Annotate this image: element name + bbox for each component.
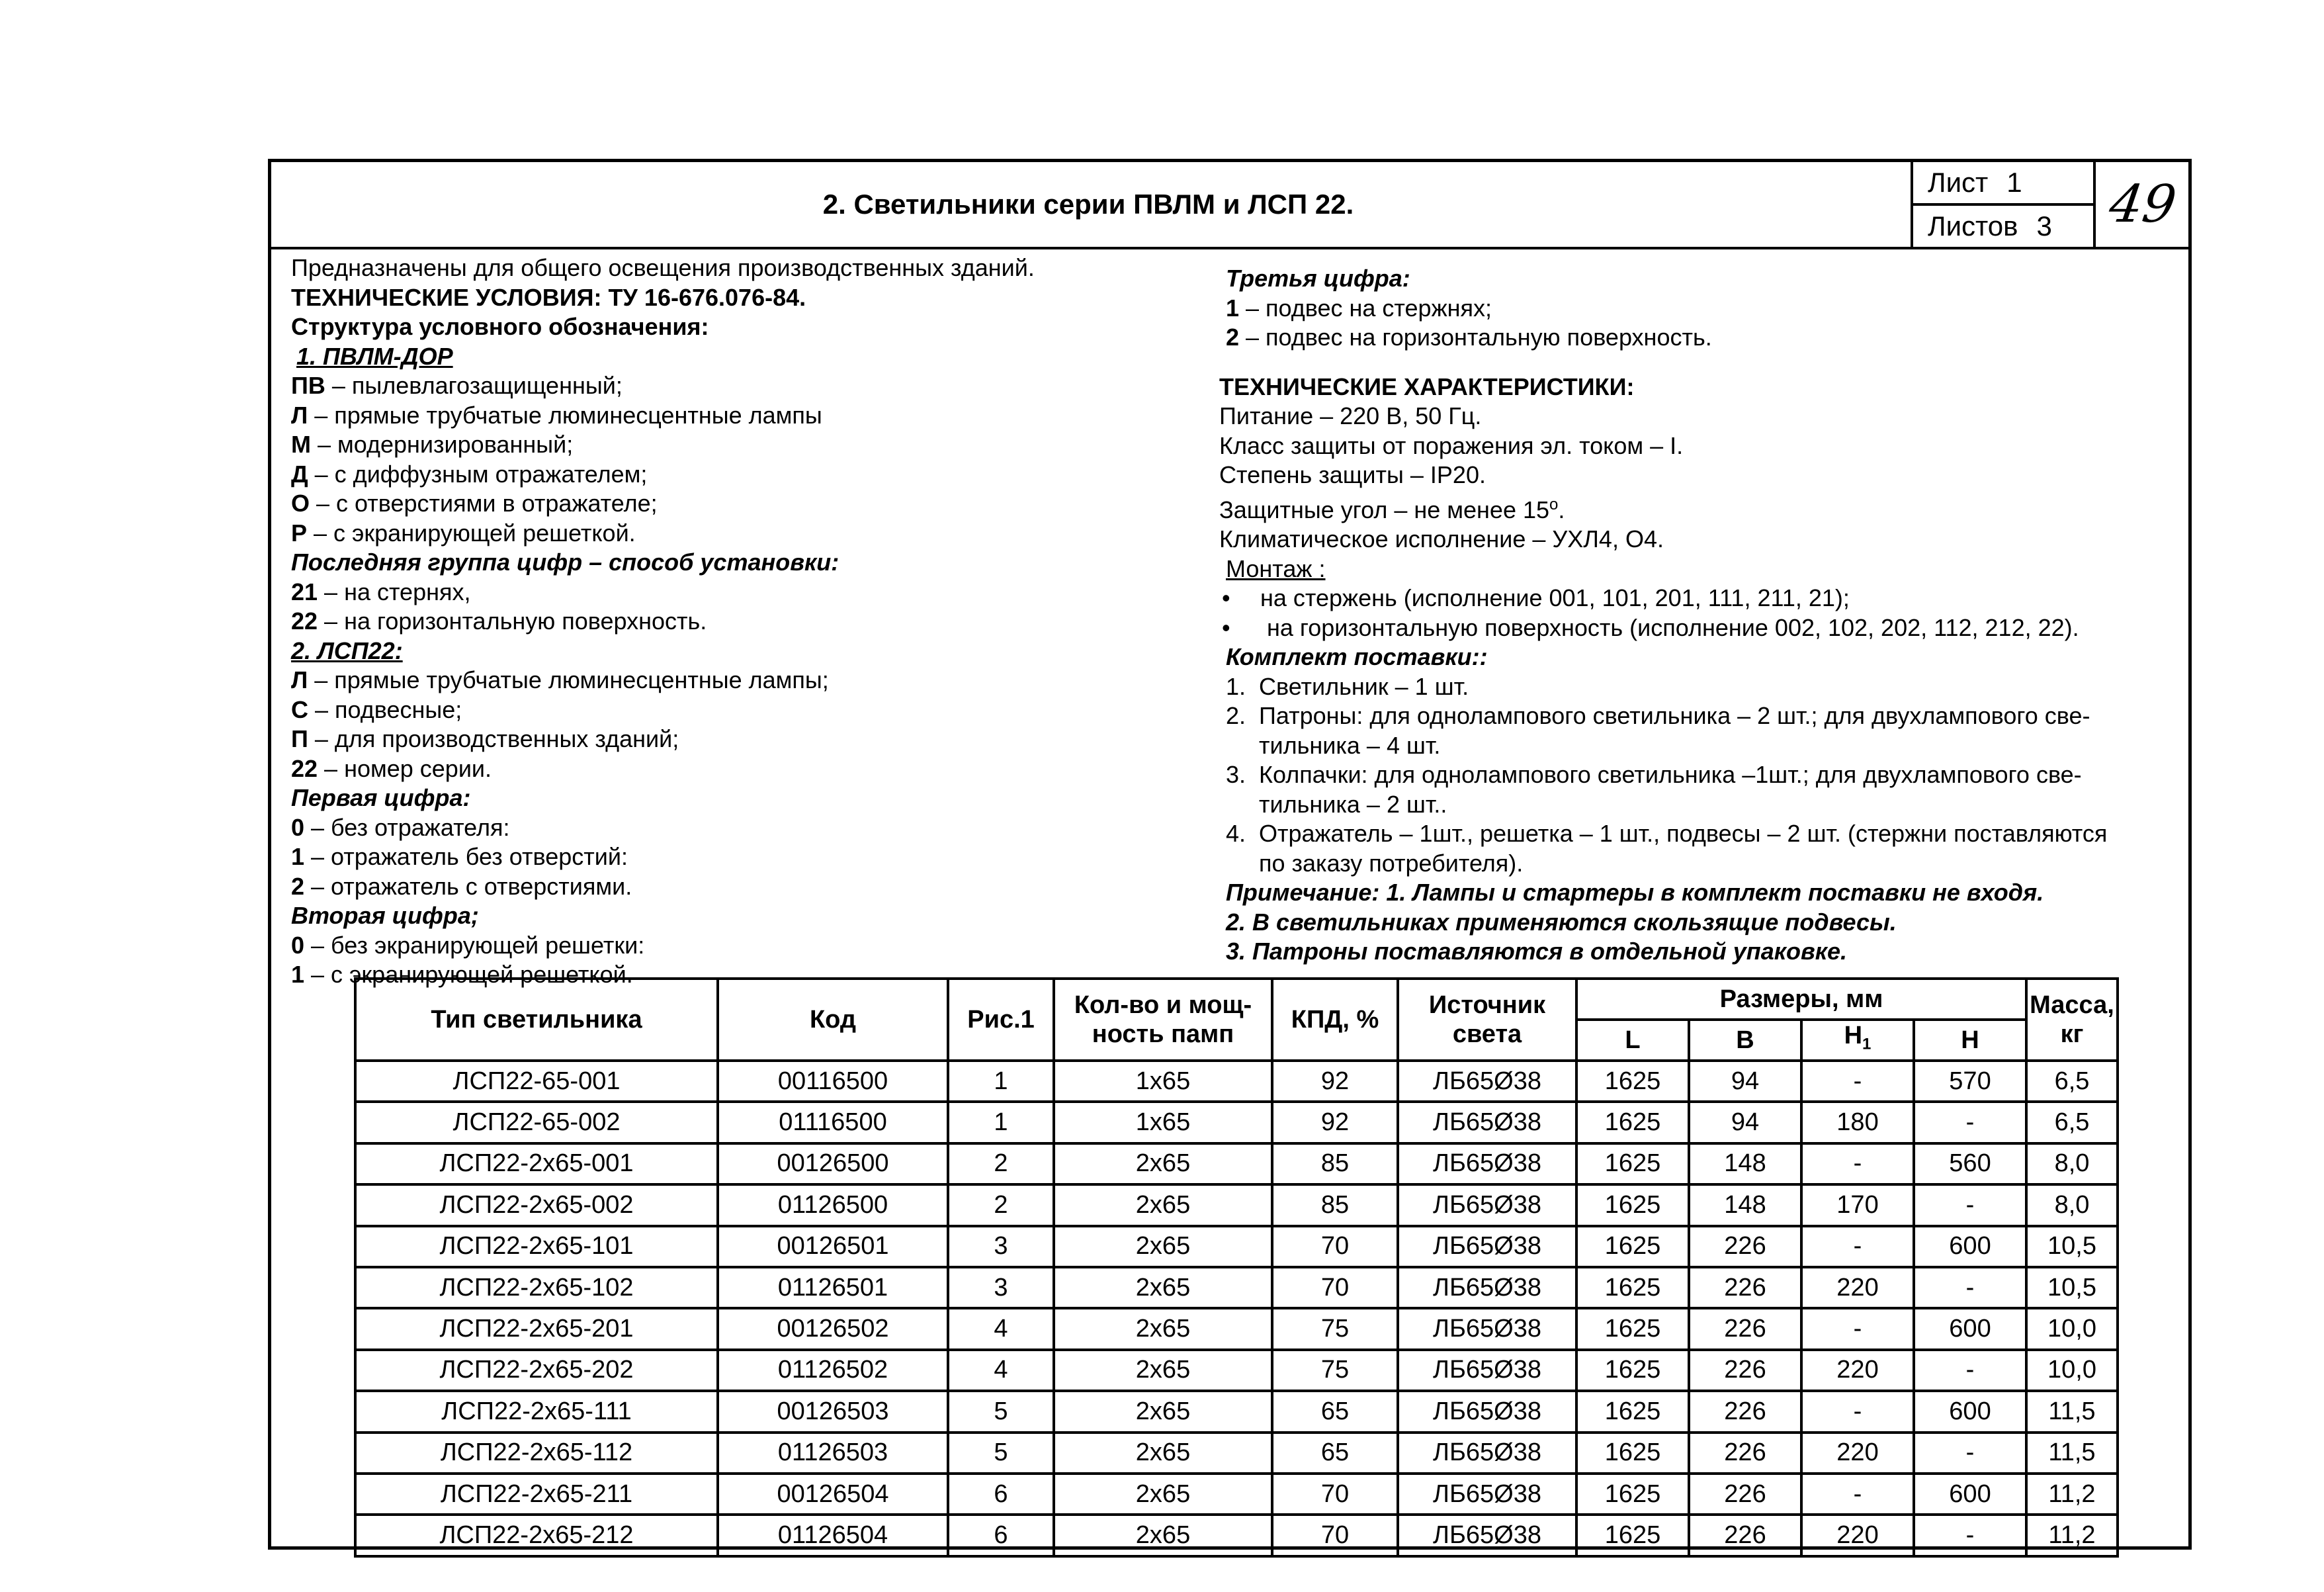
lsp-code: 22 xyxy=(291,754,318,782)
cell-light-source: ЛБ65Ø38 xyxy=(1398,1474,1576,1515)
lsp-desc: – для производственных зданий; xyxy=(308,725,679,752)
note-line: 2. В светильниках применяются скользящие подвесы. xyxy=(1226,908,1897,936)
cell-length: 1625 xyxy=(1576,1350,1689,1391)
col-header-type: Тип светильника xyxy=(355,979,718,1061)
sheet-label: Лист xyxy=(1928,167,1989,198)
cell-length: 1625 xyxy=(1576,1226,1689,1267)
pvlm-desc: – с отверстиями в отражателе; xyxy=(310,490,658,517)
third-digit-desc: – подвес на горизонтальную поверхность. xyxy=(1239,324,1712,351)
pvlm-desc: – с диффузным отражателем; xyxy=(308,460,648,488)
cell-power: 1х65 xyxy=(1054,1061,1272,1102)
pvlm-code: М xyxy=(291,431,311,458)
cell-length: 1625 xyxy=(1576,1143,1689,1184)
pvlm-heading: 1. ПВЛМ-ДОР xyxy=(296,342,453,370)
cell-light-source: ЛБ65Ø38 xyxy=(1398,1184,1576,1225)
kit-item-text: тильника – 2 шт.. xyxy=(1259,790,1447,818)
cell-mass: 6,5 xyxy=(2026,1061,2118,1102)
pvlm-item xyxy=(291,371,1035,401)
cell-power: 2х65 xyxy=(1054,1350,1272,1391)
lsp-list xyxy=(291,666,1035,783)
cell-light-source: ЛБ65Ø38 xyxy=(1398,1143,1576,1184)
cell-height: - xyxy=(1914,1267,2026,1308)
tech-conditions: ТЕХНИЧЕСКИЕ УСЛОВИЯ: ТУ 16-676.076-84. xyxy=(291,283,806,311)
note-line: 3. Патроны поставляются в отдельной упаковке. xyxy=(1226,938,1847,965)
cell-height: - xyxy=(1914,1102,2026,1143)
cell-light-source: ЛБ65Ø38 xyxy=(1398,1350,1576,1391)
cell-code: 00126502 xyxy=(718,1308,948,1349)
tech-char-heading: ТЕХНИЧЕСКИЕ ХАРАКТЕРИСТИКИ: xyxy=(1219,373,1635,400)
cell-height-h1: 220 xyxy=(1801,1267,1914,1308)
second-digit-item xyxy=(291,931,1035,961)
cell-height-h1: 220 xyxy=(1801,1350,1914,1391)
col-header-dimensions: Размеры, мм xyxy=(1576,979,2026,1020)
cell-mass: 10,0 xyxy=(2026,1308,2118,1349)
kit-item xyxy=(1219,672,2107,702)
lsp-item xyxy=(291,666,1035,695)
cell-light-source: ЛБ65Ø38 xyxy=(1398,1226,1576,1267)
col-header-efficiency: КПД, % xyxy=(1272,979,1398,1061)
cell-code: 00126503 xyxy=(718,1391,948,1432)
notes-list xyxy=(1219,878,2107,967)
cell-power: 2х65 xyxy=(1054,1184,1272,1225)
table-row xyxy=(355,1102,2118,1143)
cell-mass: 11,5 xyxy=(2026,1433,2118,1474)
third-digit-item xyxy=(1226,323,2107,353)
col-header-mass: Масса, кг xyxy=(2026,979,2118,1061)
col-header-power: Кол-во и мощ- ность памп xyxy=(1054,979,1272,1061)
pvlm-item xyxy=(291,430,1035,460)
cell-height-h1: - xyxy=(1801,1308,1914,1349)
cell-efficiency: 75 xyxy=(1272,1350,1398,1391)
cell-height-h1: 180 xyxy=(1801,1102,1914,1143)
pvlm-code: Л xyxy=(291,401,308,429)
cell-efficiency: 92 xyxy=(1272,1102,1398,1143)
table-row xyxy=(355,1391,2118,1432)
tech-char-line: Питание – 220 В, 50 Гц. xyxy=(1219,402,1482,429)
last-group-code: 22 xyxy=(291,607,318,635)
last-group-list xyxy=(291,578,1035,637)
cell-width: 226 xyxy=(1689,1433,1801,1474)
kit-item xyxy=(1219,731,2107,761)
cell-type: ЛСП22-2х65-112 xyxy=(355,1433,718,1474)
cell-height: - xyxy=(1914,1350,2026,1391)
cell-efficiency: 85 xyxy=(1272,1143,1398,1184)
handwritten-page-number: 49 xyxy=(2106,175,2180,234)
pvlm-code: О xyxy=(291,490,310,517)
pvlm-item xyxy=(291,460,1035,490)
sheets-value: 3 xyxy=(2036,210,2052,242)
table-row xyxy=(355,1515,2118,1556)
cell-length: 1625 xyxy=(1576,1061,1689,1102)
cell-type: ЛСП22-2х65-001 xyxy=(355,1143,718,1184)
structure-heading: Структура условного обозначения: xyxy=(291,313,709,340)
cell-efficiency: 70 xyxy=(1272,1515,1398,1556)
cell-mass: 10,5 xyxy=(2026,1267,2118,1308)
cell-code: 00126504 xyxy=(718,1474,948,1515)
cell-mass: 11,2 xyxy=(2026,1474,2118,1515)
cell-mass: 6,5 xyxy=(2026,1102,2118,1143)
cell-width: 226 xyxy=(1689,1474,1801,1515)
table-row xyxy=(355,1350,2118,1391)
cell-height: - xyxy=(1914,1433,2026,1474)
kit-item xyxy=(1219,701,2107,731)
second-digit-desc: – с экранирующей решеткой. xyxy=(304,961,633,988)
col-header-height-h1: $H_1$ xyxy=(1801,1020,1914,1061)
designation-structure xyxy=(291,253,1035,990)
mount-item: • на горизонтальную поверхность (исполнение 002, 102, 202, 112, 212, 22). xyxy=(1219,613,2107,643)
lsp-item xyxy=(291,725,1035,754)
cell-width: 226 xyxy=(1689,1308,1801,1349)
kit-item xyxy=(1219,849,2107,879)
pvlm-desc: – прямые трубчатые люминесцентные лампы xyxy=(308,401,822,429)
table-row xyxy=(355,1267,2118,1308)
first-digit-desc: – отражатель с отверстиями. xyxy=(304,872,632,900)
cell-fig: 1 xyxy=(948,1102,1054,1143)
cell-length: 1625 xyxy=(1576,1267,1689,1308)
cell-code: 01126504 xyxy=(718,1515,948,1556)
cell-length: 1625 xyxy=(1576,1184,1689,1225)
last-group-code: 21 xyxy=(291,578,318,605)
climate-line: Климатическое исполнение – УХЛ4, О4. xyxy=(1219,525,1664,553)
cell-height: 600 xyxy=(1914,1474,2026,1515)
table-row xyxy=(355,1433,2118,1474)
cell-height: - xyxy=(1914,1515,2026,1556)
page-title: 2. Светильники серии ПВЛМ и ЛСП 22. xyxy=(822,189,1354,220)
lsp-heading: 2. ЛСП22: xyxy=(291,637,403,664)
cell-light-source: ЛБ65Ø38 xyxy=(1398,1391,1576,1432)
sheets-label: Листов xyxy=(1928,210,2018,242)
cell-efficiency: 92 xyxy=(1272,1061,1398,1102)
kit-item-text: Патроны: для однолампового светильника – 2 шт.; для двухлампового све- xyxy=(1259,702,2090,729)
title-block xyxy=(271,162,2188,249)
cell-type: ЛСП22-2х65-111 xyxy=(355,1391,718,1432)
cell-efficiency: 85 xyxy=(1272,1184,1398,1225)
tech-char-line: Степень защиты – IP20. xyxy=(1219,461,1486,488)
first-digit-code: 0 xyxy=(291,813,305,841)
cell-power: 2х65 xyxy=(1054,1143,1272,1184)
third-digit-list xyxy=(1219,294,2107,353)
cell-code: 01126500 xyxy=(718,1184,948,1225)
tech-char-list xyxy=(1219,402,2107,490)
cell-width: 226 xyxy=(1689,1226,1801,1267)
lsp-desc: – прямые трубчатые люминесцентные лампы; xyxy=(308,666,829,693)
cell-mass: 10,5 xyxy=(2026,1226,2118,1267)
luminaire-table xyxy=(354,977,2119,1558)
mount-item: • на стержень (исполнение 001, 101, 201, 111, 211, 21); xyxy=(1219,584,2107,613)
third-digit-code: 1 xyxy=(1226,294,1240,322)
sheets-total-row xyxy=(1913,206,2093,247)
tech-char-line: Класс защиты от поражения эл. током – I. xyxy=(1219,431,1684,459)
cell-height-h1: - xyxy=(1801,1061,1914,1102)
cell-code: 01116500 xyxy=(718,1102,948,1143)
cell-power: 2х65 xyxy=(1054,1391,1272,1432)
table-row xyxy=(355,1184,2118,1225)
note-line: Примечание: 1. Лампы и стартеры в комплект поставки не входя. xyxy=(1226,879,2044,906)
cell-power: 2х65 xyxy=(1054,1474,1272,1515)
pvlm-code: Р xyxy=(291,519,308,547)
cell-height: - xyxy=(1914,1184,2026,1225)
cell-width: 226 xyxy=(1689,1267,1801,1308)
cell-length: 1625 xyxy=(1576,1308,1689,1349)
cell-efficiency: 70 xyxy=(1272,1474,1398,1515)
cell-power: 2х65 xyxy=(1054,1433,1272,1474)
kit-item xyxy=(1219,790,2107,820)
cell-fig: 3 xyxy=(948,1267,1054,1308)
mount-list xyxy=(1219,584,2107,642)
cell-length: 1625 xyxy=(1576,1391,1689,1432)
cell-mass: 8,0 xyxy=(2026,1143,2118,1184)
last-group-desc: – на стернях, xyxy=(318,578,471,605)
kit-item-number: 1. xyxy=(1226,672,1246,700)
kit-item-number: 2. xyxy=(1226,702,1246,729)
cell-height-h1: 170 xyxy=(1801,1184,1914,1225)
last-group-desc: – на горизонтальную поверхность. xyxy=(318,607,707,635)
kit-list xyxy=(1219,672,2107,879)
pvlm-item xyxy=(291,519,1035,549)
cell-height-h1: - xyxy=(1801,1474,1914,1515)
cell-height-h1: - xyxy=(1801,1226,1914,1267)
kit-item-text: Колпачки: для однолампового светильника –1шт.; для двухлампового све- xyxy=(1259,761,2082,788)
cell-fig: 2 xyxy=(948,1184,1054,1225)
cell-width: 94 xyxy=(1689,1102,1801,1143)
lsp-item xyxy=(291,754,1035,784)
cell-type: ЛСП22-2х65-201 xyxy=(355,1308,718,1349)
cell-power: 2х65 xyxy=(1054,1515,1272,1556)
cell-height: 600 xyxy=(1914,1391,2026,1432)
cell-height-h1: - xyxy=(1801,1391,1914,1432)
cell-height-h1: 220 xyxy=(1801,1433,1914,1474)
table-row xyxy=(355,1308,2118,1349)
kit-heading: Комплект поставки:: xyxy=(1226,643,1488,670)
col-header-length: L xyxy=(1576,1020,1689,1061)
cell-code: 01126503 xyxy=(718,1433,948,1474)
cell-height: 600 xyxy=(1914,1308,2026,1349)
pvlm-desc: – пылевлагозащищенный; xyxy=(325,372,623,399)
characteristics-column xyxy=(1219,264,2107,967)
angle-line: Защитные угол – не менее $15^о$. xyxy=(1219,495,1565,523)
cell-mass: 8,0 xyxy=(2026,1184,2118,1225)
cell-fig: 3 xyxy=(948,1226,1054,1267)
kit-item xyxy=(1219,819,2107,849)
first-digit-heading: Первая цифра: xyxy=(291,784,471,811)
col-header-height: H xyxy=(1914,1020,2026,1061)
cell-efficiency: 75 xyxy=(1272,1308,1398,1349)
cell-code: 01126501 xyxy=(718,1267,948,1308)
cell-type: ЛСП22-65-002 xyxy=(355,1102,718,1143)
lsp-code: П xyxy=(291,725,308,752)
first-digit-item xyxy=(291,872,1035,902)
cell-mass: 11,5 xyxy=(2026,1391,2118,1432)
pvlm-desc: – модернизированный; xyxy=(311,431,574,458)
first-digit-code: 1 xyxy=(291,843,305,870)
cell-fig: 6 xyxy=(948,1515,1054,1556)
cell-power: 2х65 xyxy=(1054,1267,1272,1308)
cell-light-source: ЛБ65Ø38 xyxy=(1398,1267,1576,1308)
table-row xyxy=(355,1226,2118,1267)
cell-height: 570 xyxy=(1914,1061,2026,1102)
third-digit-item xyxy=(1226,294,2107,324)
cell-width: 148 xyxy=(1689,1184,1801,1225)
col-header-light-source: Источник света xyxy=(1398,979,1576,1061)
sheet-number-row xyxy=(1913,162,2093,206)
cell-width: 226 xyxy=(1689,1391,1801,1432)
cell-fig: 4 xyxy=(948,1308,1054,1349)
second-digit-heading: Вторая цифра; xyxy=(291,902,479,929)
cell-height-h1: 220 xyxy=(1801,1515,1914,1556)
cell-mass: 10,0 xyxy=(2026,1350,2118,1391)
kit-item-text: тильника – 4 шт. xyxy=(1259,731,1441,759)
cell-power: 2х65 xyxy=(1054,1226,1272,1267)
third-digit-code: 2 xyxy=(1226,324,1240,351)
kit-item xyxy=(1219,760,2107,790)
pvlm-code: Д xyxy=(291,460,308,488)
kit-item-number: 4. xyxy=(1226,820,1246,847)
table-body xyxy=(355,1061,2118,1556)
table-row xyxy=(355,1061,2118,1102)
cell-height: 560 xyxy=(1914,1143,2026,1184)
cell-type: ЛСП22-2х65-202 xyxy=(355,1350,718,1391)
table-row xyxy=(355,1474,2118,1515)
kit-item-text: Светильник – 1 шт. xyxy=(1259,672,1469,700)
cell-light-source: ЛБ65Ø38 xyxy=(1398,1102,1576,1143)
mount-heading: Монтаж : xyxy=(1226,554,1326,582)
cell-fig: 4 xyxy=(948,1350,1054,1391)
cell-type: ЛСП22-2х65-101 xyxy=(355,1226,718,1267)
cell-width: 226 xyxy=(1689,1350,1801,1391)
cell-light-source: ЛБ65Ø38 xyxy=(1398,1433,1576,1474)
table-row xyxy=(355,1143,2118,1184)
first-digit-item xyxy=(291,813,1035,843)
cell-length: 1625 xyxy=(1576,1433,1689,1474)
last-group-heading: Последняя группа цифр – способ установки: xyxy=(291,549,839,576)
cell-fig: 6 xyxy=(948,1474,1054,1515)
lsp-desc: – подвесные; xyxy=(308,695,462,723)
cell-power: 2х65 xyxy=(1054,1308,1272,1349)
pvlm-item xyxy=(291,489,1035,519)
cell-length: 1625 xyxy=(1576,1474,1689,1515)
cell-light-source: ЛБ65Ø38 xyxy=(1398,1515,1576,1556)
intro-text: Предназначены для общего освещения производственных зданий. xyxy=(291,254,1035,281)
cell-type: ЛСП22-2х65-002 xyxy=(355,1184,718,1225)
last-group-item xyxy=(291,578,1035,607)
kit-item-text: Отражатель – 1шт., решетка – 1 шт., подвесы – 2 шт. (стержни поставляются xyxy=(1259,820,2108,847)
cell-height-h1: - xyxy=(1801,1143,1914,1184)
col-header-width: B xyxy=(1689,1020,1801,1061)
first-digit-desc: – без отражателя: xyxy=(304,813,510,841)
cell-code: 00126501 xyxy=(718,1226,948,1267)
cell-width: 94 xyxy=(1689,1061,1801,1102)
cell-light-source: ЛБ65Ø38 xyxy=(1398,1308,1576,1349)
cell-type: ЛСП22-65-001 xyxy=(355,1061,718,1102)
second-digit-code: 1 xyxy=(291,961,305,988)
sheet-value: 1 xyxy=(2006,167,2022,198)
second-digit-desc: – без экранирующей решетки: xyxy=(304,931,645,959)
third-digit-heading: Третья цифра: xyxy=(1226,265,1410,292)
cell-code: 00126500 xyxy=(718,1143,948,1184)
first-digit-item xyxy=(291,842,1035,872)
cell-length: 1625 xyxy=(1576,1515,1689,1556)
cell-efficiency: 70 xyxy=(1272,1226,1398,1267)
cell-fig: 5 xyxy=(948,1391,1054,1432)
first-digit-code: 2 xyxy=(291,872,305,900)
second-digit-code: 0 xyxy=(291,931,305,959)
col-header-fig: Рис.1 xyxy=(948,979,1054,1061)
cell-power: 1х65 xyxy=(1054,1102,1272,1143)
lsp-item xyxy=(291,695,1035,725)
first-digit-list xyxy=(291,813,1035,902)
kit-item-text: по заказу потребителя). xyxy=(1259,849,1524,877)
col-header-code: Код xyxy=(718,979,948,1061)
cell-length: 1625 xyxy=(1576,1102,1689,1143)
cell-type: ЛСП22-2х65-212 xyxy=(355,1515,718,1556)
pvlm-list xyxy=(291,371,1035,548)
cell-width: 226 xyxy=(1689,1515,1801,1556)
cell-light-source: ЛБ65Ø38 xyxy=(1398,1061,1576,1102)
pvlm-desc: – с экранирующей решеткой. xyxy=(307,519,636,547)
pvlm-code: ПВ xyxy=(291,372,325,399)
cell-type: ЛСП22-2х65-211 xyxy=(355,1474,718,1515)
cell-code: 00116500 xyxy=(718,1061,948,1102)
cell-efficiency: 65 xyxy=(1272,1433,1398,1474)
cell-fig: 5 xyxy=(948,1433,1054,1474)
third-digit-desc: – подвес на стержнях; xyxy=(1239,294,1492,322)
document-sheet xyxy=(268,159,2192,1550)
cell-fig: 1 xyxy=(948,1061,1054,1102)
lsp-code: Л xyxy=(291,666,308,693)
kit-item-number: 3. xyxy=(1226,761,1246,788)
first-digit-desc: – отражатель без отверстий: xyxy=(304,843,628,870)
cell-code: 01126502 xyxy=(718,1350,948,1391)
sheet-counter xyxy=(1911,162,2096,247)
cell-height: 600 xyxy=(1914,1226,2026,1267)
cell-fig: 2 xyxy=(948,1143,1054,1184)
cell-mass: 11,2 xyxy=(2026,1515,2118,1556)
cell-efficiency: 65 xyxy=(1272,1391,1398,1432)
pvlm-item xyxy=(291,401,1035,431)
cell-width: 148 xyxy=(1689,1143,1801,1184)
last-group-item xyxy=(291,607,1035,637)
lsp-desc: – номер серии. xyxy=(318,754,492,782)
cell-type: ЛСП22-2х65-102 xyxy=(355,1267,718,1308)
lsp-code: С xyxy=(291,695,308,723)
cell-efficiency: 70 xyxy=(1272,1267,1398,1308)
